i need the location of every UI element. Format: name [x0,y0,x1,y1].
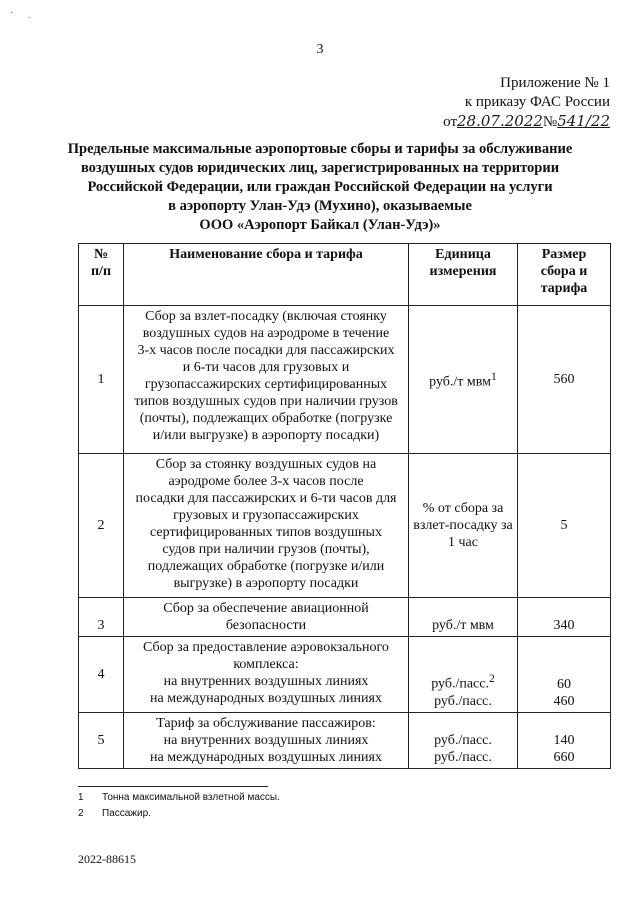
footnote-text: Тонна максимальной взлетной массы. [102,792,280,803]
header-value: Размер сбора и тарифа [518,244,611,306]
appendix-order-ref: к приказу ФАС России [464,94,610,110]
footnote-item [78,806,280,822]
row-number: 2 [79,454,124,598]
title-line-2: воздушных судов юридических лиц, зарегистрированных на территории [80,160,560,176]
unit-line-international: руб./пасс. [434,694,492,709]
page-number: 3 [316,42,324,57]
row-number: 3 [79,598,124,637]
table-row [79,306,611,454]
footnotes [78,790,280,822]
order-date-number [443,112,610,132]
table-row [79,598,611,637]
table-header-row [79,244,611,306]
row-name: Тариф за обслуживание пассажиров: на внутренних воздушных линиях на международных воздушных линиях [124,713,409,769]
handwritten-order-number: 541/22 [557,112,610,130]
row-value: 140 660 [518,713,611,769]
row-value: 60 460 [518,637,611,713]
row-unit: % от сбора за взлет-посадку за 1 час [409,454,518,598]
document-title [60,140,580,235]
row-name: Сбор за взлет-посадку (включая стоянку воздушных судов на аэродроме в течение 3-х часов после посадки для пассажирских и 6-ти часов для грузовых и грузопассажирских сертифицированных типов воздушных судов при наличии грузов (почты), подлежащих обработке (погрузке и/или выгрузке) в аэропорту посадки) [124,306,409,454]
title-line-3: Российской Федерации, или граждан Российской Федерации на услуги [87,179,553,195]
title-line-4: в аэропорту Улан-Удэ (Мухино), оказываемые [168,198,472,214]
footnote-ref: 2 [488,672,495,686]
row-name: Сбор за стоянку воздушных судов на аэродроме более 3-х часов после посадки для пассажирских и 6-ти часов для грузовых и грузопассажирских сертифицированных типов воздушных судов при наличии грузов (почты), подлежащих обработке (погрузке и/или выгрузке) в аэропорту посадки [124,454,409,598]
scan-marks: · ˏ [10,8,38,19]
row-unit: руб./пасс. руб./пасс. [409,713,518,769]
row-number: 4 [79,637,124,713]
appendix-header [443,74,610,132]
footnote-ref: 1 [491,370,497,384]
handwritten-order-date: 28.07.2022 [457,112,543,130]
row-unit [409,637,518,713]
header-number: № п/п [79,244,124,306]
header-name: Наименование сбора и тарифа [124,244,409,306]
footnote-mark: 1 [78,792,84,803]
title-line-5: ООО «Аэропорт Байкал (Улан-Удэ)» [199,217,441,233]
tariffs-table [78,243,611,769]
row-value: 560 [518,306,611,454]
footnote-text: Пассажир. [102,808,151,819]
row-number: 5 [79,713,124,769]
order-number-label: № [542,114,558,130]
footnote-divider [78,786,268,787]
order-from-label: от [443,114,458,130]
row-name: Сбор за предоставление аэровокзального комплекса: на внутренних воздушных линиях на международных воздушных линиях [124,637,409,713]
row-name: Сбор за обеспечение авиационной безопасности [124,598,409,637]
appendix-title: Приложение № 1 [500,75,610,91]
row-unit: руб./т мвм [409,598,518,637]
table-row [79,454,611,598]
header-unit: Единица измерения [409,244,518,306]
row-unit [409,306,518,454]
table-row [79,713,611,769]
row-value: 5 [518,454,611,598]
row-number: 1 [79,306,124,454]
title-line-1: Предельные максимальные аэропортовые сборы и тарифы за обслуживание [67,141,573,157]
document-code: 2022-88615 [78,852,136,866]
unit-line-domestic: руб./пасс.$^2$ [431,672,495,692]
unit-text: руб./т мвм [429,374,492,390]
footnote-mark: 2 [78,808,84,819]
table-row [79,637,611,713]
footnote-item [78,790,280,806]
row-value: 340 [518,598,611,637]
